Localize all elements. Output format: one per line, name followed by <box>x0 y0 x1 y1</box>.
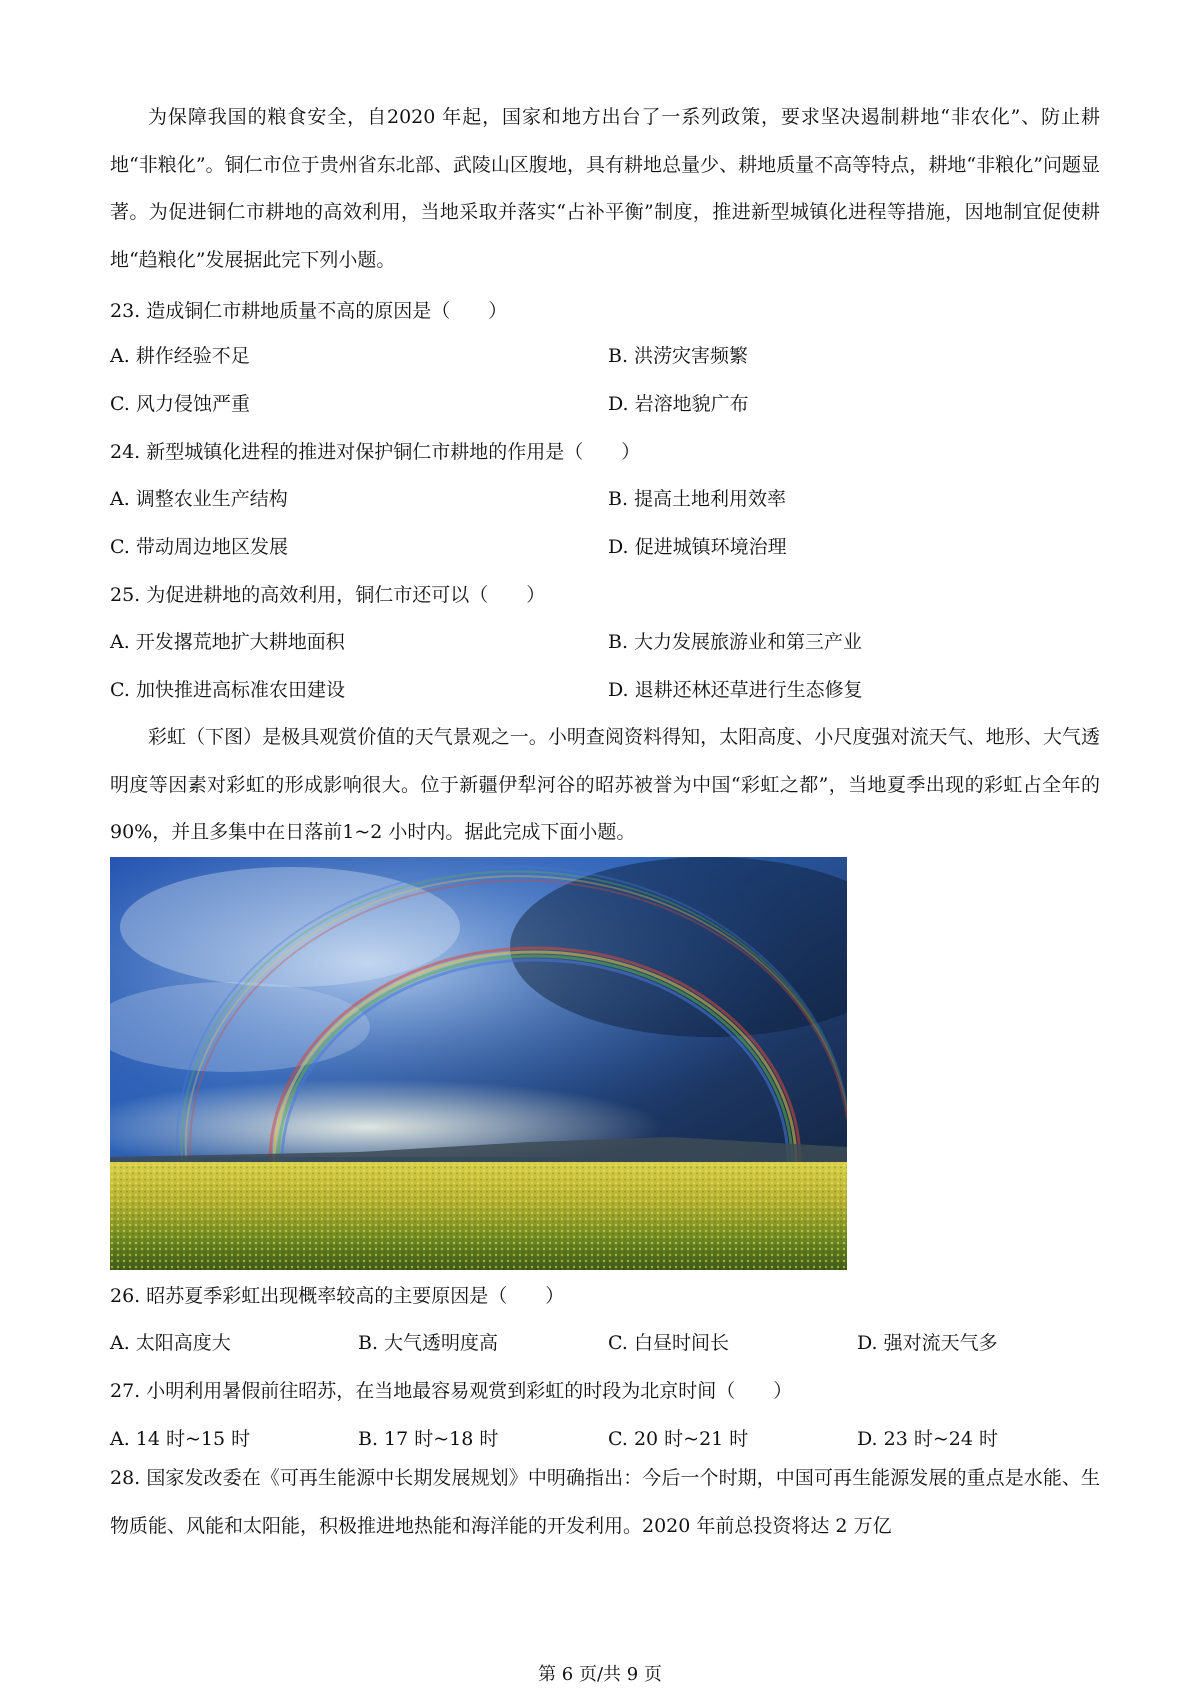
q24-option-d[interactable]: D. 促进城镇环境治理 <box>608 536 787 558</box>
q27-option-d[interactable]: D. 23 时~24 时 <box>857 1428 998 1450</box>
q25-option-c[interactable]: C. 加快推进高标准农田建设 <box>110 679 345 701</box>
q23-option-b[interactable]: B. 洪涝灾害频繁 <box>608 345 749 367</box>
q25-option-d[interactable]: D. 退耕还林还草进行生态修复 <box>608 679 863 701</box>
passage-farmland: 为保障我国的粮食安全，自2020 年起，国家和地方出台了一系列政策，要求坚决遏制耕地“非农化”、防止耕地“非粮化”。铜仁市位于贵州省东北部、武陵山区腹地，具有耕地总量少、耕地质量不高等特点，耕地“非粮化”问题显著。为促进铜仁市耕地的高效利用，当地采取并落实“占补平衡”制度，推进新型城镇化进程等措施，因地制宜促使耕地“趋粮化”发展据此完下列小题。 <box>110 106 1100 271</box>
question-24-stem: 24. 新型城镇化进程的推进对保护铜仁市耕地的作用是（ ） <box>110 441 641 463</box>
question-27-stem: 27. 小明利用暑假前往昭苏，在当地最容易观赏到彩虹的时段为北京时间（ ） <box>110 1380 793 1402</box>
q27-option-c[interactable]: C. 20 时~21 时 <box>608 1428 749 1450</box>
question-23-stem: 23. 造成铜仁市耕地质量不高的原因是（ ） <box>110 300 508 322</box>
q23-option-a[interactable]: A. 耕作经验不足 <box>110 345 250 367</box>
q26-option-d[interactable]: D. 强对流天气多 <box>857 1332 998 1354</box>
q27-option-a[interactable]: A. 14 时~15 时 <box>110 1428 251 1450</box>
rainbow-photo <box>110 857 847 1270</box>
passage-rainbow: 彩虹（下图）是极具观赏价值的天气景观之一。小明查阅资料得知，太阳高度、小尺度强对流天气、地形、大气透明度等因素对彩虹的形成影响很大。位于新疆伊犁河谷的昭苏被誉为中国“彩虹之都”，当地夏季出现的彩虹占全年的90%，并且多集中在日落前1~2 小时内。据此完成下面小题。 <box>110 726 1100 843</box>
q23-option-d[interactable]: D. 岩溶地貌广布 <box>608 393 749 415</box>
q23-option-c[interactable]: C. 风力侵蚀严重 <box>110 393 250 415</box>
question-26-stem: 26. 昭苏夏季彩虹出现概率较高的主要原因是（ ） <box>110 1285 565 1307</box>
q26-option-b[interactable]: B. 大气透明度高 <box>358 1332 499 1354</box>
question-25-stem: 25. 为促进耕地的高效利用，铜仁市还可以（ ） <box>110 584 546 606</box>
q24-option-a[interactable]: A. 调整农业生产结构 <box>110 488 288 510</box>
q27-option-b[interactable]: B. 17 时~18 时 <box>358 1428 499 1450</box>
page-number: 第 6 页/共 9 页 <box>538 1664 662 1685</box>
q26-option-a[interactable]: A. 太阳高度大 <box>110 1332 231 1354</box>
question-28-stem: 28. 国家发改委在《可再生能源中长期发展规划》中明确指出：今后一个时期，中国可再生能源发展的重点是水能、生物质能、风能和太阳能，积极推进地热能和海洋能的开发利用。2020 年前总投资将达 2 万亿 <box>110 1467 1100 1537</box>
q26-option-c[interactable]: C. 白昼时间长 <box>608 1332 729 1354</box>
q24-option-b[interactable]: B. 提高土地利用效率 <box>608 488 787 510</box>
q25-option-b[interactable]: B. 大力发展旅游业和第三产业 <box>608 631 863 653</box>
q24-option-c[interactable]: C. 带动周边地区发展 <box>110 536 288 558</box>
q25-option-a[interactable]: A. 开发撂荒地扩大耕地面积 <box>110 631 345 653</box>
